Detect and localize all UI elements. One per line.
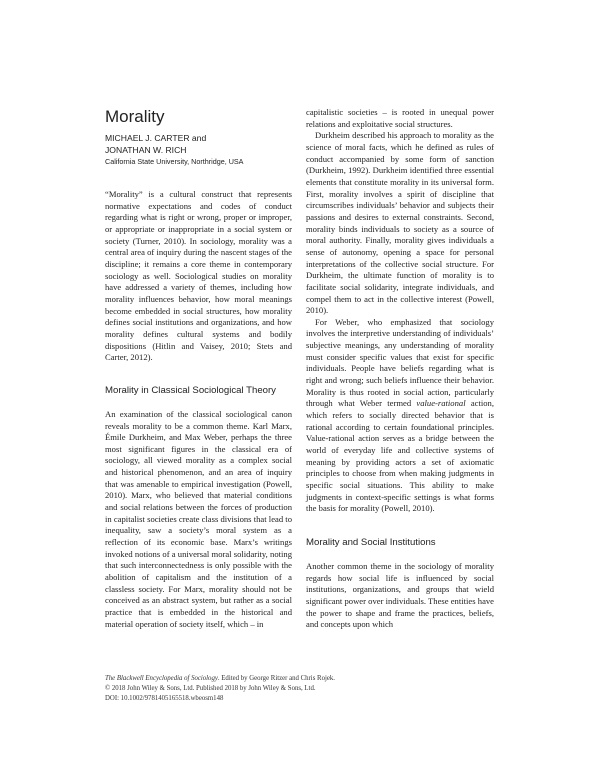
weber-text-b: action, which refers to socially directed behavior that is rational according to certain foundational principles. Value-rational action serves as a bridge between the world of everyday life and collective systems of meaning by providing actors a set of axiomatic principles to choose from when making judgments in specific social situations. This ability to make judgments in context-specific settings is what forms the basis for morality (Powell, 2010). [306, 398, 495, 514]
section-heading-institutions: Morality and Social Institutions [306, 536, 436, 548]
doi-line: DOI: 10.1002/9781405165518.wbeosm148 [105, 695, 224, 702]
citation-editors: . Edited by George Ritzer and Chris Rojek. [217, 675, 335, 682]
weber-paragraph [306, 317, 494, 515]
citation-line [105, 674, 495, 684]
encyclopedia-title: The Blackwell Encyclopedia of Sociology [105, 675, 218, 682]
article-title: Morality [105, 107, 165, 126]
page-footer [105, 674, 495, 704]
right-column [306, 107, 494, 631]
institutions-paragraph: Another common theme in the sociology of morality regards how social life is influenced by social institutions, organizations, and groups that wield significant power over individuals. These entities have the power to shape and frame the practices, beliefs, and concepts upon which [306, 560, 494, 630]
author-2: JONATHAN W. RICH [105, 144, 187, 155]
continued-paragraph: capitalistic societies – is rooted in unequal power relations and exploitative social structures. [306, 107, 494, 129]
author-1: MICHAEL J. CARTER and [105, 133, 207, 143]
copyright-line: © 2018 John Wiley & Sons, Ltd. Published 2018 by John Wiley & Sons, Ltd. [105, 685, 316, 692]
intro-paragraph: “Morality” is a cultural construct that represents normative expectations and codes of conduct regarding what is right or wrong, proper or improper, or appropriate or inappropriate in a social system or society (Turner, 2010). In sociology, morality was a central area of inquiry during the nascent stages of the discipline; it remains a core theme in contemporary sociology as well. Sociological studies on morality have addressed a variety of themes, including how morality influences behavior, how moral meanings become embedded in social structures, how morality defines social institutions and organizations, and how morality defines cultural systems and bodily dispositions (Hitlin and Vaisey, 2010; Stets and Carter, 2012). [105, 189, 292, 363]
weber-text-a: For Weber, who emphasized that sociology involves the interpretive understanding of individuals’ subjective meanings, any understanding of morality must consider specific values that exist for specific individuals. People have beliefs regarding what is right and wrong; such beliefs influence their behavior. Morality is thus rooted in social action, particularly through what Weber termed [306, 316, 494, 409]
section-heading-classical: Morality in Classical Sociological Theory [105, 384, 276, 396]
durkheim-paragraph: Durkheim described his approach to morality as the science of moral facts, which he defined as rules of conduct accompanied by some form of sanction (Durkheim, 1992). Durkheim identified three essential elements that constitute morality in its universal form. First, morality involves a spirit of discipline that circumscribes individuals’ behavior and subjects their passions and desires to external constraints. Second, morality binds individuals to society as a source of moral authority. Finally, morality gives individuals a sense of autonomy, opening a space for personal interpretations of the collective social structure. For Durkheim, the ultimate function of morality is to facilitate social solidarity, integrate individuals, and compel them to act in the collective interest (Powell, 2010). [306, 130, 494, 316]
left-column [105, 107, 292, 630]
classical-paragraph: An examination of the classical sociological canon reveals morality to be a common theme. Karl Marx, Émile Durkheim, and Max Weber, perhaps the three most significant figures in the classical era of sociology, all viewed morality as a complex social and historical phenomenon, and an area of inquiry that was amenable to empirical investigation (Powell, 2010). Marx, who believed that material conditions and social relations between the forces of production in capitalist societies create class divisions that lead to inequality, saw a society’s moral system as a reflection of its economic base. Marx’s writings invoked notions of a universal moral solidarity, noting that such interconnectedness is only possible with the abolition of capitalism and the institution of a classless society. For Marx, morality should not be conceived as an abstract system, but rather as a social practice that is embedded in the historical and material operation of society itself, which – in [105, 408, 292, 629]
affiliation: California State University, Northridge, USA [105, 157, 244, 166]
weber-emphasis: value-rational [416, 398, 466, 409]
